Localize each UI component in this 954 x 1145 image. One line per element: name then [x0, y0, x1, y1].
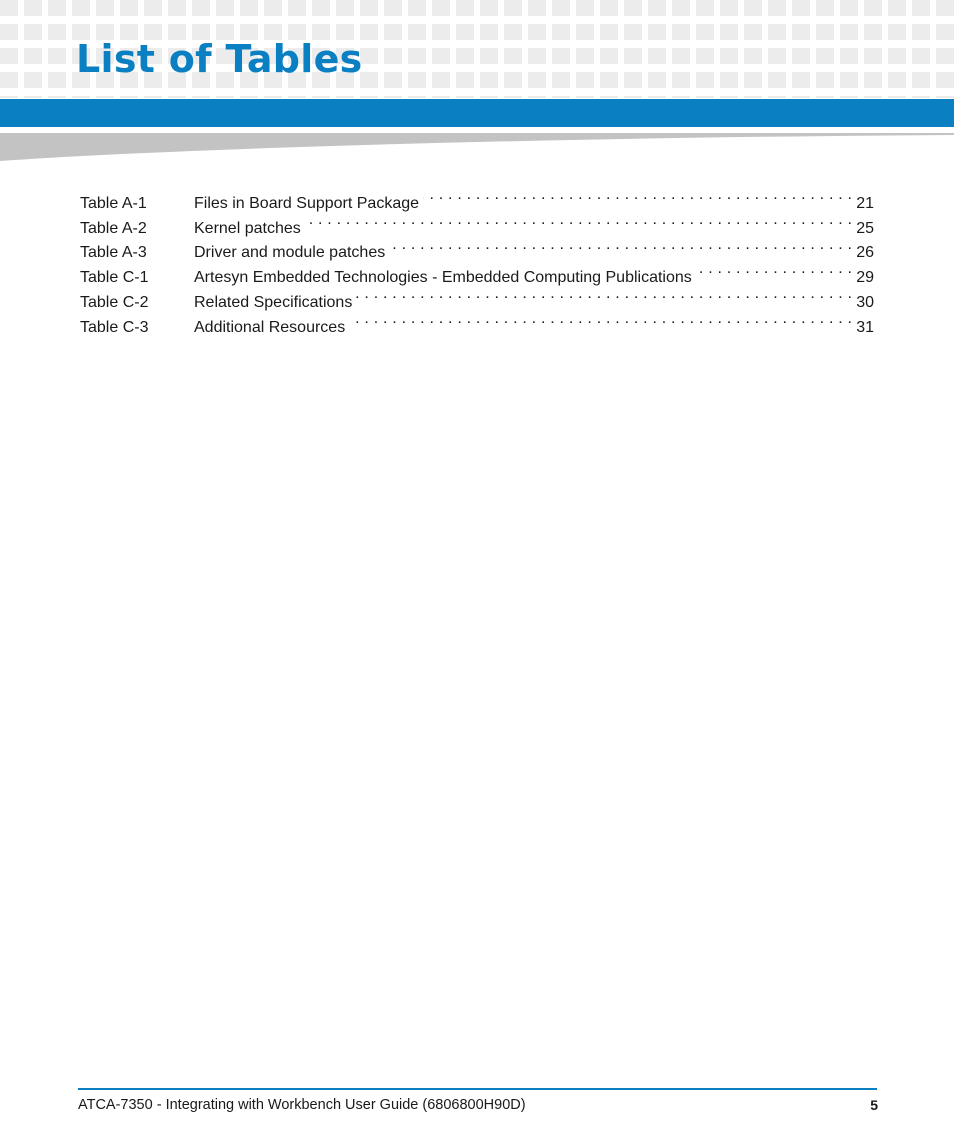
toc-entry-page[interactable]: 31 — [856, 318, 874, 336]
toc-entry[interactable] — [80, 183, 874, 212]
toc-dot-leader — [389, 233, 852, 258]
toc-entry-number: Table A-1 — [80, 194, 147, 212]
toc-entry-number: Table A-2 — [80, 219, 147, 237]
toc-dot-leader — [349, 307, 852, 332]
toc-entry-page[interactable]: 30 — [856, 293, 874, 311]
toc-entry-number: Table A-3 — [80, 244, 147, 262]
toc-entry-number: Table C-2 — [80, 293, 149, 311]
toc-entry-number: Table C-1 — [80, 269, 149, 287]
page-title: List of Tables — [76, 37, 363, 81]
header-gray-swoosh — [0, 127, 954, 163]
toc-dot-leader — [423, 183, 852, 208]
toc-entry-page[interactable]: 21 — [856, 194, 874, 212]
header-blue-bar — [0, 99, 954, 127]
toc-dot-leader — [356, 282, 852, 307]
toc-dot-leader — [305, 208, 852, 233]
footer-document-title: ATCA-7350 - Integrating with Workbench User Guide (6806800H90D) — [78, 1097, 526, 1113]
toc-entry-number: Table C-3 — [80, 318, 149, 336]
toc-entry-page[interactable]: 29 — [856, 269, 874, 287]
toc-dot-leader — [696, 257, 852, 282]
toc-entry-title[interactable]: Kernel patches — [194, 219, 301, 237]
footer-page-number: 5 — [870, 1097, 878, 1113]
toc-entry-title[interactable]: Related Specifications — [194, 293, 353, 311]
footer-rule — [78, 1088, 877, 1090]
swoosh-shape — [0, 133, 954, 161]
toc-entry-title[interactable]: Driver and module patches — [194, 244, 386, 262]
toc-entry-page[interactable]: 26 — [856, 244, 874, 262]
toc-entry-title[interactable]: Files in Board Support Package — [194, 194, 420, 212]
toc-entry-title[interactable]: Additional Resources — [194, 318, 346, 336]
toc-entry-page[interactable]: 25 — [856, 219, 874, 237]
toc-entry-title[interactable]: Artesyn Embedded Technologies - Embedded Computing Publications — [194, 269, 692, 287]
list-of-tables — [80, 183, 874, 336]
